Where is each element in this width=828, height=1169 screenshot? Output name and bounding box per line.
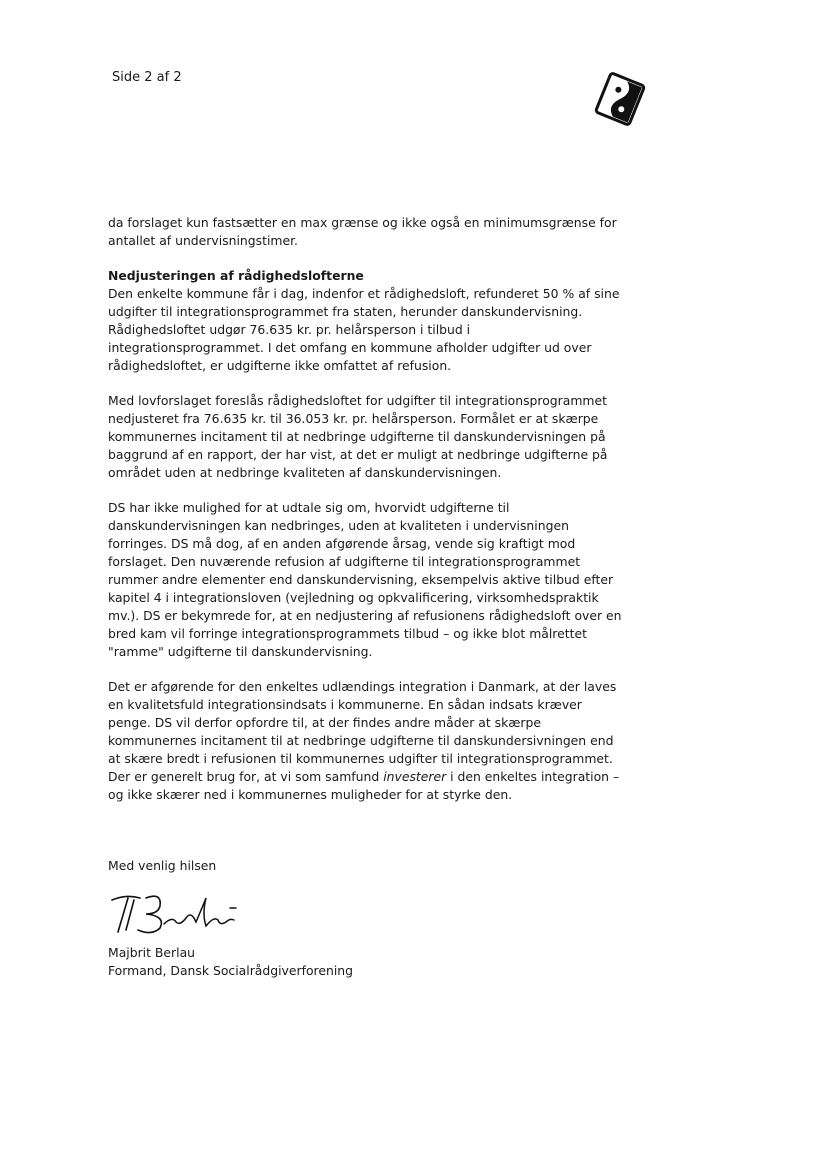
signer-block	[108, 944, 353, 980]
section-rodighedsloft	[108, 267, 628, 375]
paragraph-4-part-1: Det er afgørende for den enkeltes udlændings integration i Danmark, at der laves en kvalitetsfuld integrationsindsats i kommunerne. En sådan indsats kræver penge. DS vil derfor opfordre til, at der findes andre måder at skærpe kommunernes incitament til at nedbringe udgifterne til danskundersivningen end at skære bredt i refusionen til kommunernes udgifter til integrationsprogrammet. Der er generelt brug for, at vi som samfund	[108, 679, 617, 784]
paragraph-2: Med lovforslaget foreslås rådighedsloftet for udgifter til integrationsprogrammet nedjusteret fra 76.635 kr. til 36.053 kr. pr. helårsperson. Formålet er at skærpe kommunernes incitament til at nedbringe udgifterne til danskundervisningen på baggrund af en rapport, der har vist, at det er muligt at nedbringe udgifterne på området uden at nedbringe kvaliteten af danskundervisningen.	[108, 393, 608, 480]
paragraph-4-emphasis: investerer	[383, 769, 447, 784]
greeting: Med venlig hilsen	[108, 858, 217, 873]
paragraph-1: Den enkelte kommune får i dag, indenfor et rådighedsloft, refunderet 50 % af sine udgifter til integrationsprogrammet fra staten, herunder danskundervisning. Rådighedsloftet udgør 76.635 kr. pr. helårsperson i tilbud i integrationsprogrammet. I det omfang en kommune afholder udgifter ud over rådighedsloftet, er udgifterne ikke omfattet af refusion.	[108, 286, 620, 373]
paragraph-4-part-2: i den enkeltes integration – og ikke skærer ned i kommunernes muligheder for at styrke den.	[108, 769, 620, 802]
organization-logo	[588, 70, 652, 128]
paragraph-3: DS har ikke mulighed for at udtale sig om, hvorvidt udgifterne til danskundervisningen kan nedbringes, uden at kvaliteten i undervisningen forringes. DS må dog, af en anden afgørende årsag, vende sig kraftigt mod forslaget. Den nuværende refusion af udgifterne til integrationsprogrammet rummer andre elementer end danskundervisning, eksempelvis aktive tilbud efter kapitel 4 i integrationsloven (vejledning og opkvalificering, virksomhedspraktik mv.). DS er bekymrede for, at en nedjustering af refusionens rådighedsloft over en bred kam vil forringe integrationsprogrammets tilbud – og ikke blot målrettet "ramme" udgifterne til danskundervisning.	[108, 500, 622, 659]
paragraph-4	[108, 678, 628, 804]
intro-paragraph: da forslaget kun fastsætter en max grænse og ikke også en minimumsgrænse for antallet af undervisningstimer.	[108, 215, 617, 248]
signer-name: Majbrit Berlau	[108, 945, 196, 960]
page-number: Side 2 af 2	[112, 70, 182, 85]
letter-body	[108, 214, 628, 821]
signer-title: Formand, Dansk Socialrådgiverforening	[108, 963, 354, 978]
section-heading: Nedjusteringen af rådighedslofterne	[108, 268, 364, 283]
handwritten-signature	[106, 886, 246, 940]
